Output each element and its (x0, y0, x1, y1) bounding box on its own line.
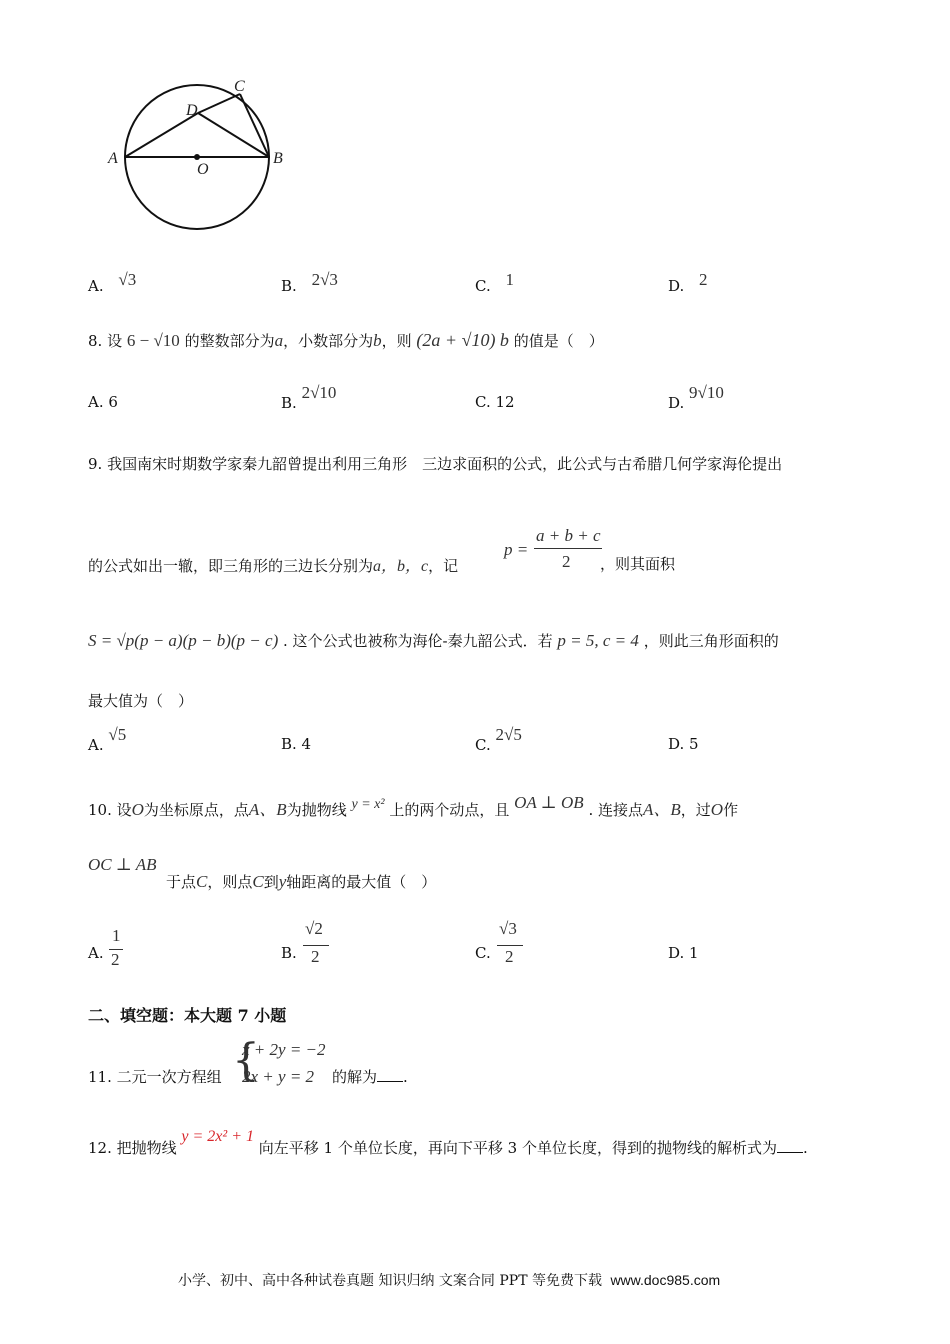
q10-line-2b: ，则点 (207, 873, 253, 891)
q9-option-c-value: 2√5 (495, 725, 522, 744)
q10-ab: A、B (248, 800, 287, 819)
label-a: A (108, 150, 118, 167)
q9-condition: p = 5, c = 4 (557, 631, 639, 650)
q9-line-1: 9. 我国南宋时期数学家秦九韶曾提出利用三角形 三边求面积的公式，此公式与古希腊几何学家海伦提出 (88, 455, 783, 473)
q8-text-1: 设 (107, 332, 123, 350)
label-d: D (186, 102, 198, 119)
q10-option-b-letter: B. (281, 944, 297, 962)
q9-line-3b: ，则此三角形面积的 (643, 632, 779, 650)
q8-stem (88, 330, 604, 351)
q9-option-c-letter: C. (475, 736, 491, 754)
q9-option-b-letter: B. 4 (281, 735, 312, 753)
q10-option-d (668, 944, 699, 962)
q10-line-2d: 轴距离的最大值（ ） (286, 873, 437, 891)
q10-option-b (281, 915, 351, 970)
q9-p-denominator: 2 (562, 552, 571, 571)
q11-blank[interactable] (377, 1067, 403, 1082)
q9-sides: a，b，c (373, 558, 429, 575)
q8-expr-1: 6 − √10 (126, 331, 180, 350)
q10-option-c-den: 2 (505, 947, 514, 966)
q11-answer (332, 1066, 408, 1087)
footer-url[interactable]: www.doc985.com (610, 1272, 721, 1288)
q8-var-b: b (373, 331, 382, 350)
q7-option-a-letter: A. (88, 277, 104, 295)
q7-option-c (475, 270, 514, 295)
q10-perp-2: OC ⊥ AB (88, 855, 157, 874)
q8-option-d (668, 383, 724, 412)
q10-option-c-num: √3 (499, 919, 517, 938)
q9-line-3a: . 这个公式也被称为海伦-秦九韶公式．若 (283, 632, 553, 650)
q9-option-c (475, 725, 522, 754)
q10-line-1b: 为坐标原点，点 (143, 801, 249, 819)
q7-option-d-letter: D. (668, 277, 685, 295)
footer (178, 1270, 720, 1290)
q10-o-2: O (710, 800, 724, 819)
q11-system (232, 1035, 332, 1090)
q8-text-3: ，小数部分为 (283, 332, 374, 350)
q10-option-a-letter: A. (88, 944, 104, 962)
q10-line-1 (88, 788, 739, 819)
q10-option-b-num: √2 (305, 919, 323, 938)
q8-option-b-letter: B. (281, 394, 297, 412)
q11-brace: { (232, 1035, 260, 1086)
q7-option-b-value: 2√3 (311, 270, 338, 289)
q7-option-c-value: 1 (505, 270, 514, 289)
segment-dc (198, 94, 240, 113)
q11-eq-2: 2x + y = 2 (242, 1067, 315, 1086)
q9-option-b (281, 735, 311, 753)
circle-figure (100, 75, 290, 240)
q7-option-d (668, 270, 708, 295)
q9-p-numerator: a + b + c (536, 526, 601, 545)
q8-option-d-letter: D. (668, 394, 685, 412)
q10-ab-2: A、B (643, 800, 681, 819)
q8-option-c-letter: C. 12 (475, 393, 515, 411)
q10-option-c-bar (497, 945, 523, 946)
q9-line-2d: ，则其面积 (600, 555, 676, 573)
q9-option-d-letter: D. 5 (668, 735, 699, 753)
q12-blank[interactable] (777, 1138, 803, 1153)
q11-text-1: 11. 二元一次方程组 (88, 1068, 222, 1086)
q7-option-a (88, 270, 137, 295)
q9-p-lhs: p = (504, 540, 529, 559)
q10-option-a (88, 920, 148, 970)
q10-option-a-den: 2 (111, 950, 120, 969)
q10-c-2: C (252, 872, 264, 891)
q8-option-c (475, 393, 515, 411)
q9-formula-s: S = √p(p − a)(p − b)(p − c) (88, 631, 279, 650)
q12-text-3: . (802, 1139, 808, 1157)
q9-line-3 (88, 630, 779, 651)
label-o: O (197, 161, 209, 178)
label-c: C (234, 78, 245, 95)
q10-line-2-text (166, 871, 436, 892)
q12-line (88, 1125, 808, 1157)
center-point-o (194, 154, 200, 160)
q8-option-b-value: 2√10 (301, 383, 337, 402)
q12-text-1: 12. 把抛物线 (88, 1139, 177, 1157)
section-2-title: 二、填空题：本大题 7 小题 (88, 1006, 287, 1025)
q9-line-4: 最大值为（ ） (88, 692, 194, 710)
q8-text-4: ，则 (381, 332, 412, 350)
q11-text-3: . (403, 1068, 408, 1086)
q7-option-d-value: 2 (699, 270, 708, 289)
q7-option-c-letter: C. (475, 277, 491, 295)
q9-option-a-letter: A. (88, 736, 104, 754)
q11-eq-1: x + 2y = −2 (242, 1040, 326, 1059)
q9-p-fraction-bar (534, 548, 602, 549)
q9-option-d (668, 735, 699, 753)
q10-line-1g: 作 (723, 801, 739, 819)
q10-line-2a: 于点 (166, 873, 197, 891)
q10-perp-1: OA ⊥ OB (514, 793, 584, 812)
q8-option-a (88, 393, 118, 411)
label-b: B (273, 150, 283, 167)
q10-y: y (278, 872, 287, 891)
q8-text-5: 的值是（ ） (513, 332, 604, 350)
q8-text-2: 的整数部分为 (184, 332, 275, 350)
q8-option-d-value: 9√10 (689, 383, 724, 402)
q12-expr: y = 2x² + 1 (181, 1128, 254, 1145)
q10-line-1a: 10. 设 (88, 801, 132, 819)
q10-option-d-letter: D. 1 (668, 944, 699, 962)
q9-option-a (88, 725, 127, 754)
q10-option-c-letter: C. (475, 944, 491, 962)
q10-line-1e: . 连接点 (588, 801, 643, 819)
q10-line-2 (88, 855, 157, 875)
q12-text-2: 向左平移 1 个单位长度，再向下平移 3 个单位长度，得到的抛物线的解析式为 (258, 1139, 777, 1157)
q9-line-2c: ，记 (428, 557, 459, 575)
q10-line-1c: 为抛物线 (286, 801, 347, 819)
q10-o: O (131, 800, 144, 819)
q10-line-2c: 到 (263, 873, 279, 891)
q10-option-b-bar (303, 945, 329, 946)
q10-c: C (196, 872, 208, 891)
q7-option-a-value: √3 (118, 270, 137, 289)
q9-line-2a: 的公式如出一辙，即三角形的三边长分别为 (88, 557, 374, 575)
q10-option-a-num: 1 (112, 926, 121, 945)
q10-line-1f: ，过 (680, 801, 711, 819)
q7-option-b (281, 270, 338, 295)
q8-option-a-letter: A. 6 (88, 393, 118, 411)
q8-var-a: a (274, 331, 284, 350)
q9-line-2 (88, 553, 458, 576)
q10-option-c (475, 915, 545, 970)
q8-expr-2: (2a + √10) b (416, 330, 509, 350)
q8-option-b (281, 383, 337, 412)
footer-text: 小学、初中、高中各种试卷真题 知识归纳 文案合同 PPT 等免费下载 (178, 1273, 602, 1289)
q10-parabola: y = x² (351, 797, 385, 812)
q10-option-b-den: 2 (311, 947, 320, 966)
q11-text-2: 的解为 (332, 1068, 378, 1086)
q7-option-b-letter: B. (281, 277, 297, 295)
q9-option-a-value: √5 (108, 725, 127, 744)
q8-number: 8. (88, 332, 103, 350)
q10-line-1d: 上的两个动点，且 (389, 801, 510, 819)
